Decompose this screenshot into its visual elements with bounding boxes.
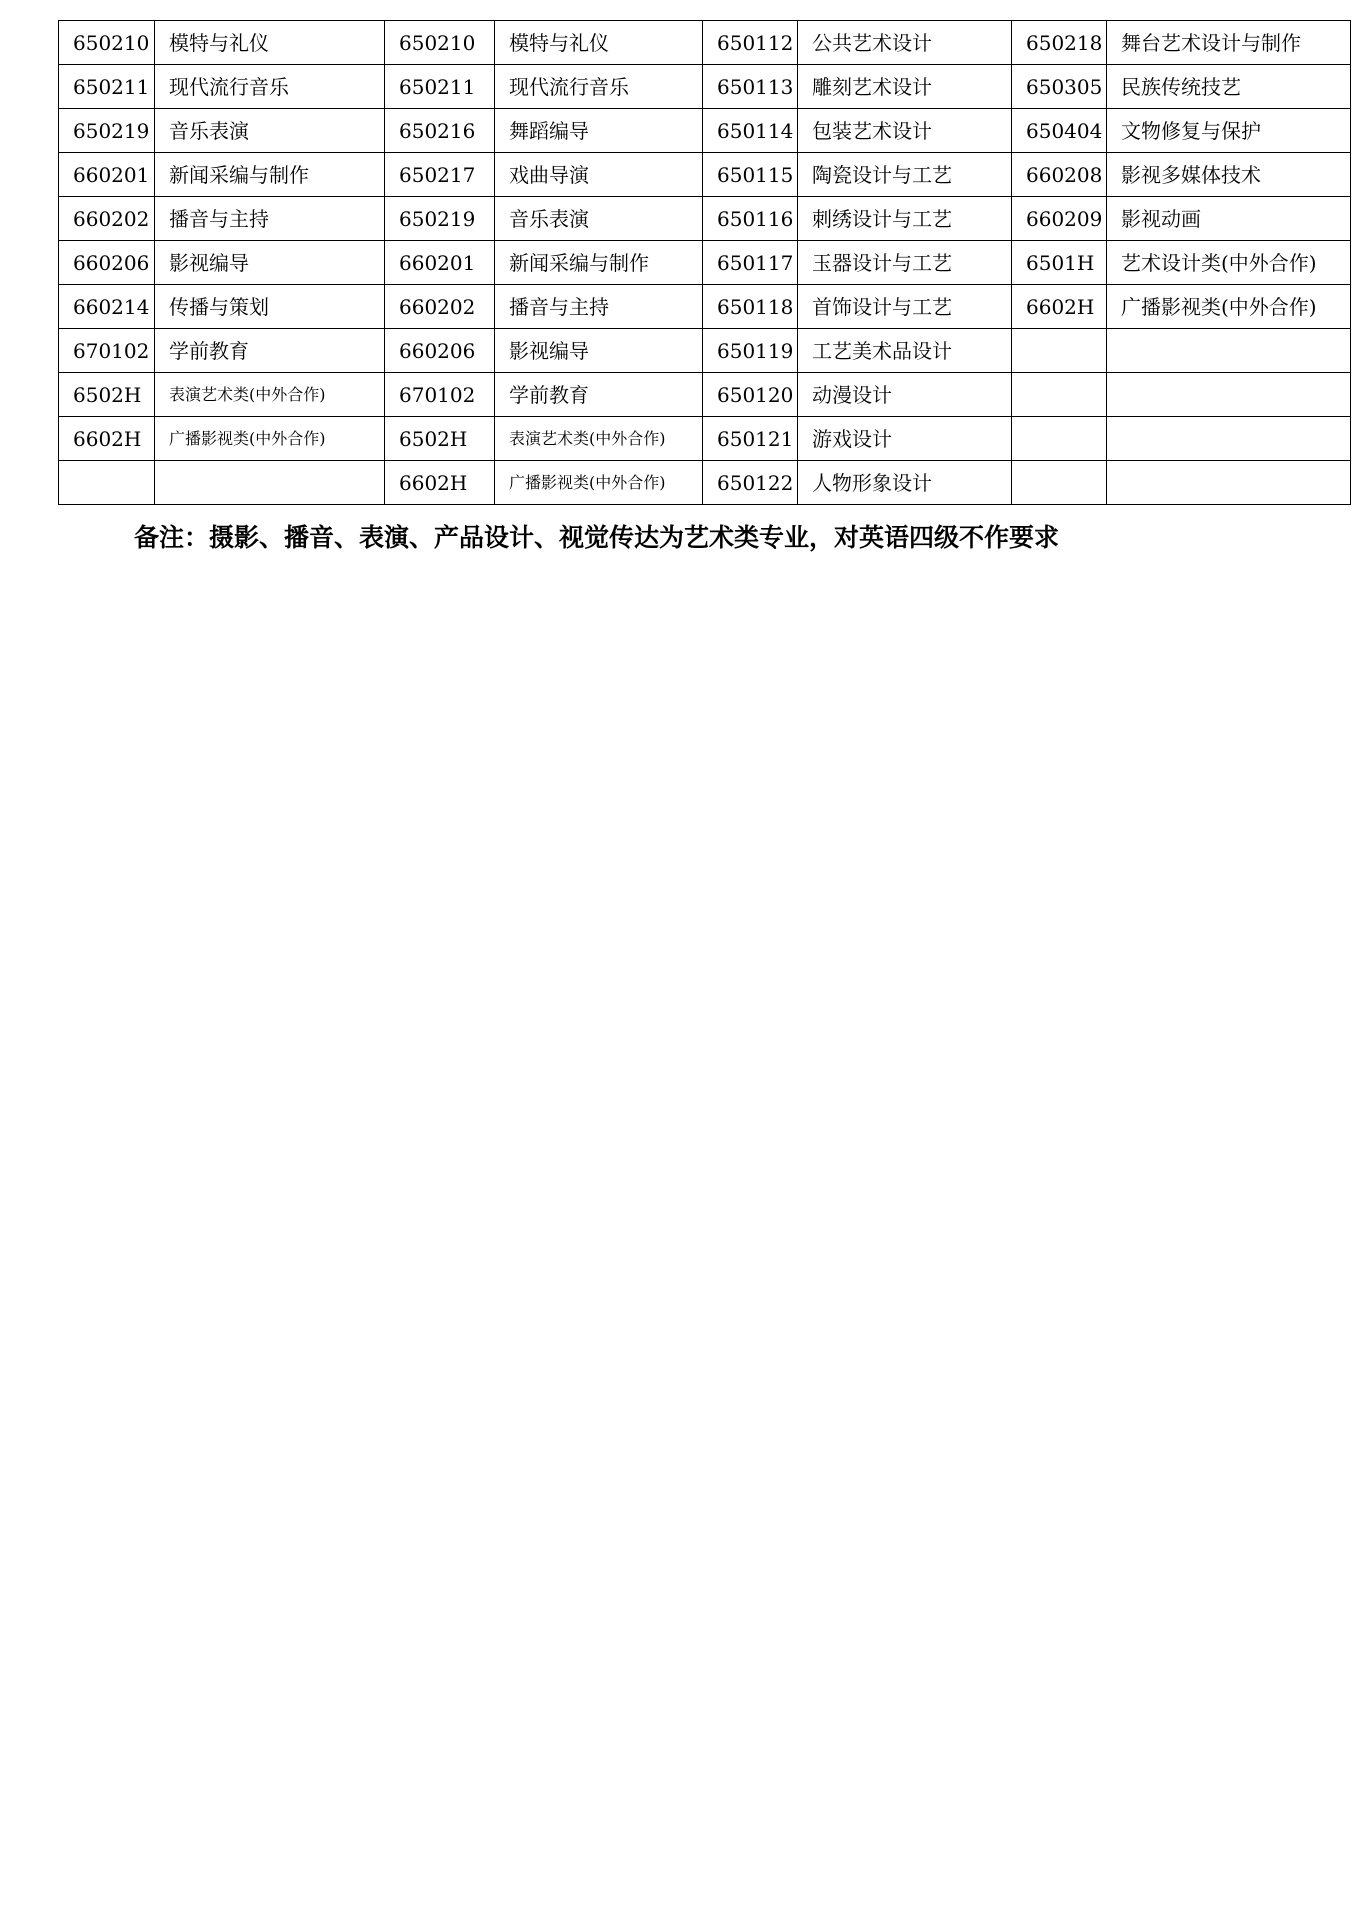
major-code-cell: 660209 bbox=[1012, 197, 1107, 241]
major-code-cell bbox=[1012, 461, 1107, 505]
major-name-cell bbox=[1107, 373, 1351, 417]
major-name-cell: 玉器设计与工艺 bbox=[798, 241, 1012, 285]
major-code-cell: 650211 bbox=[385, 65, 495, 109]
major-name-cell: 学前教育 bbox=[495, 373, 703, 417]
major-code-cell bbox=[1012, 417, 1107, 461]
major-code-cell: 650219 bbox=[385, 197, 495, 241]
major-code-cell: 660202 bbox=[59, 197, 155, 241]
major-name-cell: 表演艺术类(中外合作) bbox=[155, 373, 385, 417]
major-code-cell: 670102 bbox=[385, 373, 495, 417]
major-name-cell bbox=[1107, 329, 1351, 373]
major-code-cell: 6602H bbox=[59, 417, 155, 461]
major-name-cell: 民族传统技艺 bbox=[1107, 65, 1351, 109]
major-code-cell: 650210 bbox=[385, 21, 495, 65]
table-row bbox=[59, 65, 1351, 109]
major-code-cell: 650112 bbox=[703, 21, 798, 65]
table-row bbox=[59, 461, 1351, 505]
major-code-cell: 650114 bbox=[703, 109, 798, 153]
table-row bbox=[59, 21, 1351, 65]
major-name-cell bbox=[1107, 461, 1351, 505]
major-code-cell: 650119 bbox=[703, 329, 798, 373]
major-code-cell: 650216 bbox=[385, 109, 495, 153]
footnote: 备注：摄影、播音、表演、产品设计、视觉传达为艺术类专业，对英语四级不作要求 bbox=[134, 523, 1060, 552]
major-code-cell: 650211 bbox=[59, 65, 155, 109]
major-code-cell: 660208 bbox=[1012, 153, 1107, 197]
major-name-cell: 陶瓷设计与工艺 bbox=[798, 153, 1012, 197]
major-name-cell: 模特与礼仪 bbox=[155, 21, 385, 65]
major-code-cell: 670102 bbox=[59, 329, 155, 373]
major-code-cell: 650305 bbox=[1012, 65, 1107, 109]
major-code-cell: 650404 bbox=[1012, 109, 1107, 153]
major-name-cell: 影视编导 bbox=[495, 329, 703, 373]
major-code-cell: 660206 bbox=[385, 329, 495, 373]
major-name-cell: 影视动画 bbox=[1107, 197, 1351, 241]
major-code-cell: 6502H bbox=[385, 417, 495, 461]
table-row bbox=[59, 373, 1351, 417]
major-name-cell: 音乐表演 bbox=[155, 109, 385, 153]
major-name-cell: 影视编导 bbox=[155, 241, 385, 285]
major-code-cell: 650217 bbox=[385, 153, 495, 197]
major-name-cell: 广播影视类(中外合作) bbox=[1107, 285, 1351, 329]
major-name-cell: 播音与主持 bbox=[495, 285, 703, 329]
major-name-cell: 艺术设计类(中外合作) bbox=[1107, 241, 1351, 285]
table-row bbox=[59, 285, 1351, 329]
major-name-cell: 新闻采编与制作 bbox=[495, 241, 703, 285]
major-name-cell: 动漫设计 bbox=[798, 373, 1012, 417]
major-name-cell: 戏曲导演 bbox=[495, 153, 703, 197]
major-name-cell bbox=[155, 461, 385, 505]
table-row bbox=[59, 153, 1351, 197]
major-name-cell: 播音与主持 bbox=[155, 197, 385, 241]
major-code-cell: 6501H bbox=[1012, 241, 1107, 285]
major-code-cell: 6602H bbox=[1012, 285, 1107, 329]
major-code-cell: 650218 bbox=[1012, 21, 1107, 65]
major-code-cell: 650118 bbox=[703, 285, 798, 329]
major-name-cell: 音乐表演 bbox=[495, 197, 703, 241]
major-code-cell: 650122 bbox=[703, 461, 798, 505]
major-name-cell: 广播影视类(中外合作) bbox=[495, 461, 703, 505]
majors-table bbox=[58, 20, 1351, 505]
major-name-cell: 工艺美术品设计 bbox=[798, 329, 1012, 373]
major-code-cell: 650121 bbox=[703, 417, 798, 461]
major-code-cell: 660206 bbox=[59, 241, 155, 285]
major-name-cell: 文物修复与保护 bbox=[1107, 109, 1351, 153]
major-name-cell: 现代流行音乐 bbox=[495, 65, 703, 109]
major-name-cell: 公共艺术设计 bbox=[798, 21, 1012, 65]
major-code-cell: 650116 bbox=[703, 197, 798, 241]
major-name-cell: 舞蹈编导 bbox=[495, 109, 703, 153]
major-name-cell: 新闻采编与制作 bbox=[155, 153, 385, 197]
table-row bbox=[59, 417, 1351, 461]
major-name-cell: 现代流行音乐 bbox=[155, 65, 385, 109]
table-row bbox=[59, 241, 1351, 285]
major-name-cell bbox=[1107, 417, 1351, 461]
major-code-cell: 650120 bbox=[703, 373, 798, 417]
major-name-cell: 人物形象设计 bbox=[798, 461, 1012, 505]
major-name-cell: 传播与策划 bbox=[155, 285, 385, 329]
major-code-cell: 660202 bbox=[385, 285, 495, 329]
major-name-cell: 影视多媒体技术 bbox=[1107, 153, 1351, 197]
major-name-cell: 舞台艺术设计与制作 bbox=[1107, 21, 1351, 65]
major-code-cell: 650113 bbox=[703, 65, 798, 109]
major-code-cell: 660201 bbox=[59, 153, 155, 197]
major-name-cell: 学前教育 bbox=[155, 329, 385, 373]
major-code-cell: 650219 bbox=[59, 109, 155, 153]
major-code-cell bbox=[1012, 373, 1107, 417]
table-row bbox=[59, 109, 1351, 153]
major-code-cell: 650115 bbox=[703, 153, 798, 197]
major-name-cell: 模特与礼仪 bbox=[495, 21, 703, 65]
major-code-cell: 660214 bbox=[59, 285, 155, 329]
major-code-cell bbox=[59, 461, 155, 505]
major-code-cell: 6502H bbox=[59, 373, 155, 417]
major-name-cell: 广播影视类(中外合作) bbox=[155, 417, 385, 461]
table-row bbox=[59, 197, 1351, 241]
table-row bbox=[59, 329, 1351, 373]
major-name-cell: 刺绣设计与工艺 bbox=[798, 197, 1012, 241]
major-code-cell: 650210 bbox=[59, 21, 155, 65]
major-code-cell: 660201 bbox=[385, 241, 495, 285]
major-code-cell: 650117 bbox=[703, 241, 798, 285]
major-name-cell: 雕刻艺术设计 bbox=[798, 65, 1012, 109]
major-code-cell bbox=[1012, 329, 1107, 373]
major-name-cell: 包装艺术设计 bbox=[798, 109, 1012, 153]
major-name-cell: 表演艺术类(中外合作) bbox=[495, 417, 703, 461]
major-name-cell: 游戏设计 bbox=[798, 417, 1012, 461]
major-name-cell: 首饰设计与工艺 bbox=[798, 285, 1012, 329]
major-code-cell: 6602H bbox=[385, 461, 495, 505]
majors-table-body bbox=[59, 21, 1351, 505]
